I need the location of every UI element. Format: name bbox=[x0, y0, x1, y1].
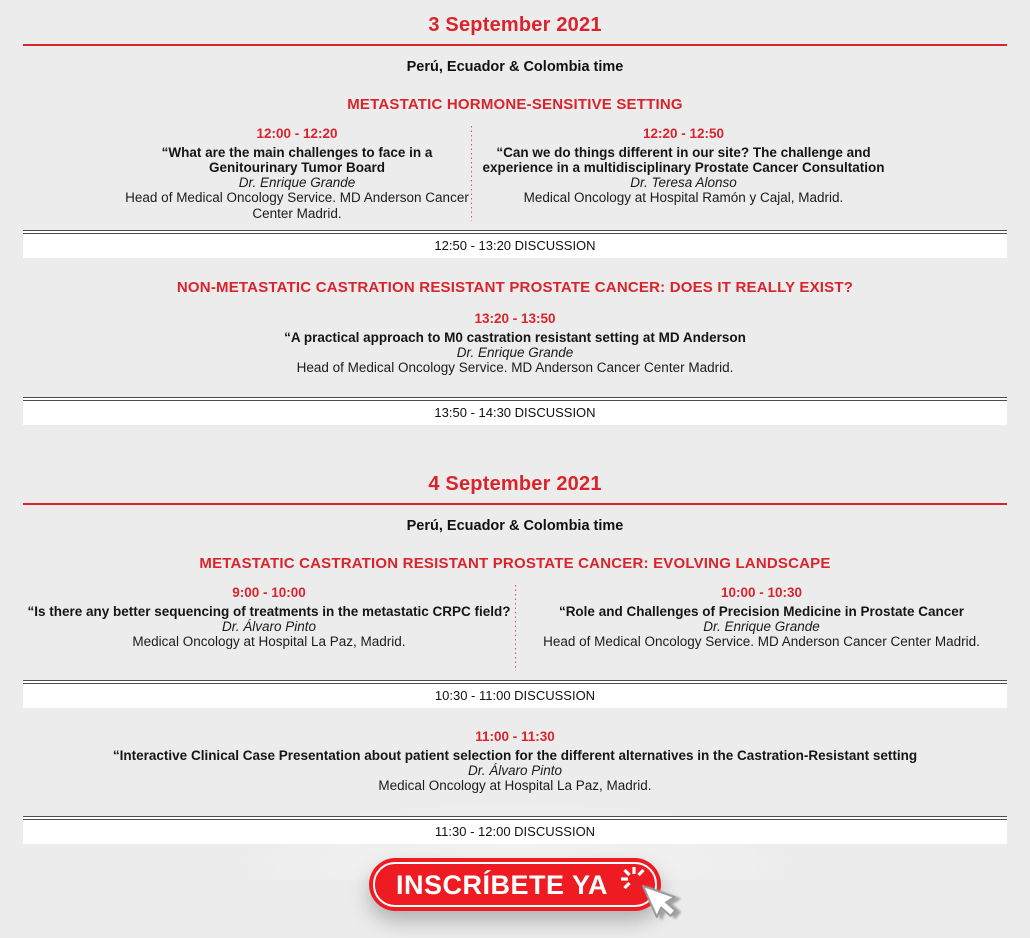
day1-section1-heading: METASTATIC HORMONE-SENSITIVE SETTING bbox=[347, 96, 683, 113]
day2-session-columns bbox=[23, 585, 1007, 671]
session-speaker: Dr. Álvaro Pinto bbox=[467, 763, 563, 779]
session-affiliation: Medical Oncology at Hospital La Paz, Madrid. bbox=[378, 778, 652, 794]
session-time: 9:00 - 10:00 bbox=[232, 585, 306, 601]
session-affiliation: Head of Medical Oncology Service. MD Anderson Cancer Center Madrid. bbox=[296, 359, 734, 375]
register-cta bbox=[369, 858, 661, 911]
session-title: “A practical approach to M0 castration resistant setting at MD Anderson bbox=[284, 329, 746, 345]
session-card bbox=[516, 585, 1007, 649]
day1-session-columns bbox=[23, 126, 1007, 221]
register-button[interactable] bbox=[369, 858, 661, 911]
session-affiliation: Head of Medical Oncology Service. MD Anderson Cancer Center Madrid. bbox=[543, 634, 980, 650]
session-card bbox=[23, 585, 515, 649]
session-time: 12:00 - 12:20 bbox=[256, 126, 338, 141]
session-time: 11:00 - 11:30 bbox=[475, 729, 555, 745]
session-title: “What are the main challenges to face in a Genitourinary Tumor Board bbox=[161, 145, 433, 176]
session-card bbox=[472, 126, 1007, 206]
discussion-bar: 13:50 - 14:30 DISCUSSION bbox=[23, 397, 1007, 425]
session-time: 10:00 - 10:30 bbox=[720, 585, 803, 601]
day2-red-rule bbox=[23, 503, 1007, 505]
register-button-label: INSCRÍBETE YA bbox=[395, 869, 609, 900]
day1-timezone-label: Perú, Ecuador & Colombia time bbox=[406, 59, 624, 75]
discussion-bar: 10:30 - 11:00 DISCUSSION bbox=[23, 680, 1007, 708]
session-card bbox=[23, 126, 471, 221]
session-speaker: Dr. Teresa Alonso bbox=[630, 175, 737, 191]
session-affiliation: Medical Oncology at Hospital Ramón y Cajal, Madrid. bbox=[523, 190, 844, 206]
discussion-bar: 11:30 - 12:00 DISCUSSION bbox=[23, 816, 1007, 844]
day2-title: 4 September 2021 bbox=[428, 473, 602, 496]
day2-timezone-label: Perú, Ecuador & Colombia time bbox=[406, 518, 624, 535]
session-speaker: Dr. Enrique Grande bbox=[456, 344, 574, 360]
day2-section1-heading: METASTATIC CASTRATION RESISTANT PROSTATE CANCER: EVOLVING LANDSCAPE bbox=[199, 555, 831, 573]
session-card bbox=[135, 311, 895, 375]
session-speaker: Dr. Enrique Grande bbox=[238, 175, 356, 191]
session-time: 12:20 - 12:50 bbox=[642, 126, 725, 141]
day1-section2-heading: NON-METASTATIC CASTRATION RESISTANT PROSTATE CANCER: DOES IT REALLY EXIST? bbox=[176, 278, 854, 296]
session-affiliation: Head of Medical Oncology Service. MD Anderson Cancer Center Madrid. bbox=[125, 190, 469, 221]
day1-title: 3 September 2021 bbox=[428, 14, 602, 36]
session-title: “Interactive Clinical Case Presentation about patient selection for the different alternatives in the Castration-Resistant setting bbox=[112, 748, 918, 764]
session-card bbox=[65, 729, 965, 793]
discussion-bar: 12:50 - 13:20 DISCUSSION bbox=[23, 230, 1007, 258]
session-title: “Role and Challenges of Precision Medicine in Prostate Cancer bbox=[558, 604, 965, 620]
session-affiliation: Medical Oncology at Hospital La Paz, Madrid. bbox=[132, 634, 406, 650]
session-time: 13:20 - 13:50 bbox=[474, 310, 556, 326]
session-speaker: Dr. Enrique Grande bbox=[703, 619, 820, 635]
day1-red-rule bbox=[23, 44, 1007, 46]
session-speaker: Dr. Álvaro Pinto bbox=[221, 619, 317, 635]
session-title: “Can we do things different in our site? The challenge and experience in a multidisciplinary Prostate Cancer Consultation bbox=[482, 145, 885, 176]
session-title: “Is there any better sequencing of treatments in the metastatic CRPC field? bbox=[27, 604, 511, 620]
